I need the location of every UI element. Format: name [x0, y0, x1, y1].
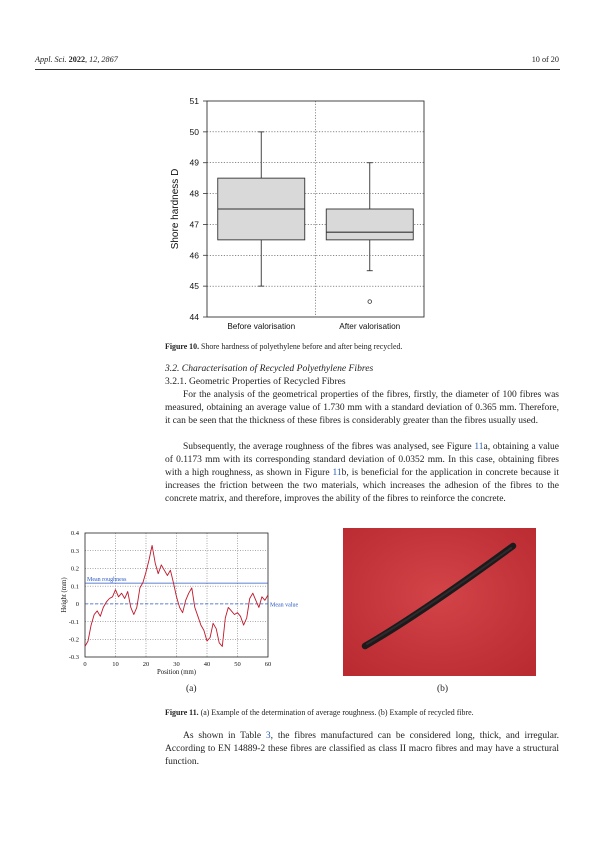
y-tick-label: -0.1 [68, 618, 79, 626]
x-tick-label: 20 [142, 661, 150, 668]
paragraph-table3 [165, 730, 559, 769]
fibre-illustration [343, 528, 536, 676]
journal-volume: 12 [89, 55, 98, 64]
y-tick-label: 0.1 [70, 583, 79, 591]
y-tick-label: 0.3 [70, 547, 79, 555]
x-axis-label: Position (mm) [156, 669, 197, 676]
y-tick-label: -0.2 [68, 636, 79, 644]
journal-year: 2022 [68, 55, 86, 64]
page-number: 10 of 20 [531, 55, 559, 64]
x-tick-label: 50 [234, 661, 241, 668]
y-tick-label: 48 [189, 188, 199, 199]
figure-11-caption-text: (a) Example of the determination of average roughness. (b) Example of recycled fibre. [198, 708, 474, 717]
figure-10-caption-label: Figure 10. [165, 342, 200, 351]
y-tick-label: -0.3 [68, 654, 79, 662]
journal-header: Appl. Sci. 2022, 12, 2867 [35, 55, 118, 64]
subfigure-label-a: (a) [186, 684, 197, 694]
y-tick-label: 0.4 [70, 530, 79, 538]
journal-name: Appl. Sci. [35, 55, 67, 64]
y-tick-label: 44 [189, 312, 199, 322]
table-3-link[interactable]: 3 [265, 731, 271, 741]
para2-part-c: b, is beneficial for the application in concrete because it increases the friction between the two materials, which increases the adhesion of the fibres to the concrete matrix, and therefore, improves the ability of the fibres to reinforce the concrete. [165, 468, 560, 505]
y-tick-label: 47 [189, 219, 199, 230]
mean-roughness-annotation: Mean roughness [87, 577, 127, 584]
y-tick-label: 0.2 [70, 565, 79, 573]
y-tick-label: 45 [189, 281, 199, 292]
paragraph-diameter: For the analysis of the geometrical properties of the fibres, firstly, the diameter of 100 fibres was measured, obtaining an average value of 1.730 mm with a standard deviation of 0.365 mm. Therefore, it can be seen that the thickness of these fibres is considerably greater than the fibres usually used. [165, 390, 559, 427]
y-tick-label: 51 [189, 96, 199, 106]
para2-part-b: a, obtaining a value of 0.1173 mm with its corresponding standard deviation of 0.0352 mm. In this case, obtaining fibres with a high roughness, as shown in Figure [165, 442, 559, 479]
figure-10-caption-text: Shore hardness of polyethylene before and after being recycled. [199, 342, 403, 351]
x-category-label: Before valorisation [227, 322, 296, 331]
figure-11-link-a[interactable]: 11 [474, 442, 484, 452]
closing-part-b: , the fibres manufactured can be considered long, thick, and irregular. According to EN 14889-2 these fibres are classified as class II macro fibres and may have a structural function. [165, 731, 560, 768]
y-axis-label: Shore hardness D [170, 168, 181, 250]
y-tick-label: 0 [75, 601, 79, 609]
y-tick-label: 49 [189, 157, 199, 168]
figure-11-caption [165, 708, 560, 718]
journal-article: 2867 [101, 55, 118, 64]
x-tick-label: 10 [112, 661, 119, 668]
x-tick-label: 60 [264, 661, 272, 668]
subfigure-label-b: (b) [437, 684, 449, 694]
x-tick-label: 40 [203, 661, 211, 668]
recycled-fibre-photo [343, 528, 536, 676]
figure-11-caption-label: Figure 11. [165, 708, 199, 717]
mean-value-annotation: Mean value [270, 602, 299, 609]
y-tick-label: 46 [189, 250, 199, 261]
subsection-heading: 3.2.1. Geometric Properties of Recycled Fibres [165, 376, 346, 387]
y-axis-label: Height (mm) [61, 577, 68, 613]
x-tick-label: 0 [83, 661, 87, 668]
closing-part-a: As shown in Table [183, 731, 266, 741]
x-tick-label: 30 [173, 661, 180, 668]
para2-part-a: Subsequently, the average roughness of the fibres was analysed, see Figure [183, 442, 475, 452]
figure-11-link-b[interactable]: 11 [332, 468, 342, 479]
y-tick-label: 50 [189, 126, 199, 137]
x-category-label: After valorisation [339, 322, 401, 331]
section-heading: 3.2. Characterisation of Recycled Polyethylene Fibres [165, 363, 374, 374]
